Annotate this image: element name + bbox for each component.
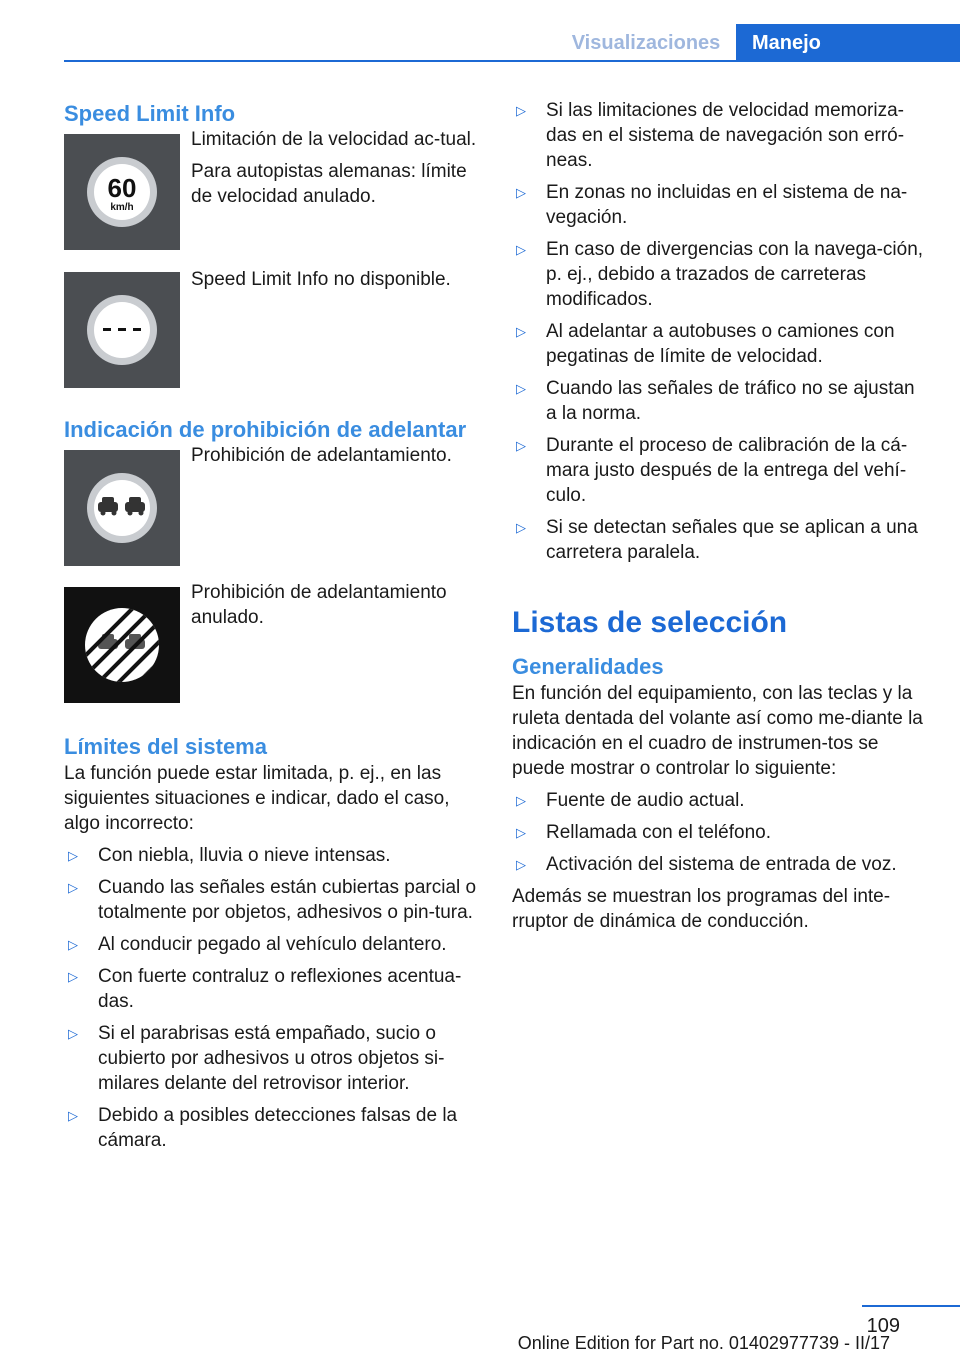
bullet-arrow-icon: ▷ (516, 857, 526, 872)
bullet-arrow-icon: ▷ (68, 1026, 78, 1041)
list-item: ▷ Con niebla, lluvia o nieve intensas. (68, 845, 391, 866)
edition-note: Online Edition for Part no. 01402977739 - II/17 (517, 1333, 890, 1353)
bullet-arrow-icon: ▷ (68, 880, 78, 895)
list-item: ▷ Con fuerte contraluz o reflexiones acentua-das. (68, 966, 462, 1012)
bullet-arrow-icon: ▷ (516, 825, 526, 840)
list-item: ▷ Al adelantar a autobuses o camiones con pegatinas de límite de velocidad. (516, 321, 895, 367)
overtaking-sign-row-2 (64, 582, 478, 703)
limits-list-left (64, 843, 478, 1153)
list-item: ▷ Si las limitaciones de velocidad memoriza-das en el sistema de navegación son erró-neas. (516, 100, 905, 171)
overtaking-heading: Indicación de prohibición de adelantar (64, 417, 467, 442)
selection-lists-outro: Además se muestran los programas del inte-rruptor de dinámica de conducción. (512, 886, 891, 932)
speed-limit-heading: Speed Limit Info (64, 101, 236, 126)
speed-sign-number: 60 (107, 173, 137, 203)
bullet-arrow-icon: ▷ (516, 242, 526, 257)
speed-limit-unavailable-sign-icon (64, 272, 180, 388)
overtaking-sign-1-text: Prohibición de adelantamiento. (191, 445, 452, 466)
bullet-arrow-icon: ▷ (68, 937, 78, 952)
limits-intro: La función puede estar limitada, p. ej., en las siguientes situaciones e indicar, dado el caso, algo incorrecto: (64, 763, 450, 834)
list-item: ▷ Durante el proceso de calibración de la cá-mara justo después de la entrega del vehí-culo. (516, 435, 908, 506)
speed-sign-1-text-b: Para autopistas alemanas: límite de velocidad anulado. (191, 161, 467, 207)
list-item: ▷ Cuando las señales de tráfico no se ajustan a la norma. (516, 378, 915, 424)
selection-lists-heading: Listas de selección (512, 606, 788, 639)
list-item: ▷ Al conducir pegado al vehículo delantero. (68, 934, 447, 955)
speed-sign-2-text: Speed Limit Info no disponible. (191, 269, 451, 290)
list-item: ▷ En zonas no incluidas en el sistema de na-vegación. (516, 182, 908, 228)
speed-limit-60-sign-icon (64, 134, 180, 250)
bullet-arrow-icon: ▷ (516, 103, 526, 118)
selection-lists-list (512, 788, 930, 877)
speed-sign-row-1 (64, 129, 478, 250)
overtaking-sign-row-1 (64, 445, 478, 566)
bullet-arrow-icon: ▷ (516, 793, 526, 808)
selection-lists-intro: En función del equipamiento, con las teclas y la ruleta dentada del volante así como me-diante la indicación en el cuadro de instrumen-tos se puede mostrar o controlar lo siguiente: (512, 683, 923, 779)
bullet-arrow-icon: ▷ (68, 969, 78, 984)
right-column (512, 100, 930, 934)
list-item: ▷ Cuando las señales están cubiertas parcial o totalmente por objetos, adhesivos o pin-tura. (68, 877, 477, 923)
bullet-arrow-icon: ▷ (516, 324, 526, 339)
bullet-arrow-icon: ▷ (516, 520, 526, 535)
list-item: ▷ Rellamada con el teléfono. (516, 822, 771, 843)
list-item: ▷ Si se detectan señales que se aplican a una carretera paralela. (516, 517, 918, 563)
list-item: ▷ Si el parabrisas está empañado, sucio o cubierto por adhesivos u otros objetos si-milares delante del retrovisor interior. (68, 1023, 445, 1094)
limits-list-right (512, 98, 930, 565)
list-item: ▷ Debido a posibles detecciones falsas de la cámara. (68, 1105, 458, 1151)
bullet-arrow-icon: ▷ (68, 1108, 78, 1123)
bullet-arrow-icon: ▷ (516, 438, 526, 453)
list-item: ▷ Activación del sistema de entrada de voz. (516, 854, 897, 875)
overtaking-sign-2-text: Prohibición de adelantamiento anulado. (191, 582, 447, 628)
header-chapter-tab: Manejo (736, 24, 960, 62)
end-no-overtaking-sign-icon (64, 587, 180, 703)
left-column (64, 100, 478, 1153)
list-item: ▷ Fuente de audio actual. (516, 790, 745, 811)
bullet-arrow-icon: ▷ (68, 848, 78, 863)
footer-rule (862, 1305, 960, 1307)
list-item: ▷ En caso de divergencias con la navega-ción, p. ej., debido a trazados de carreteras modificados. (516, 239, 924, 310)
no-overtaking-sign-icon (64, 450, 180, 566)
page-number: 109 (866, 1315, 900, 1337)
speed-sign-row-2 (64, 269, 478, 388)
bullet-arrow-icon: ▷ (516, 381, 526, 396)
header-section-label: Visualizaciones (571, 32, 721, 54)
limits-heading: Límites del sistema (64, 734, 267, 759)
speed-sign-1-text-a: Limitación de la velocidad ac-tual. (191, 129, 477, 150)
generalities-heading: Generalidades (512, 654, 664, 679)
bullet-arrow-icon: ▷ (516, 185, 526, 200)
header-rule (64, 60, 960, 62)
speed-sign-unit: km/h (110, 202, 134, 213)
